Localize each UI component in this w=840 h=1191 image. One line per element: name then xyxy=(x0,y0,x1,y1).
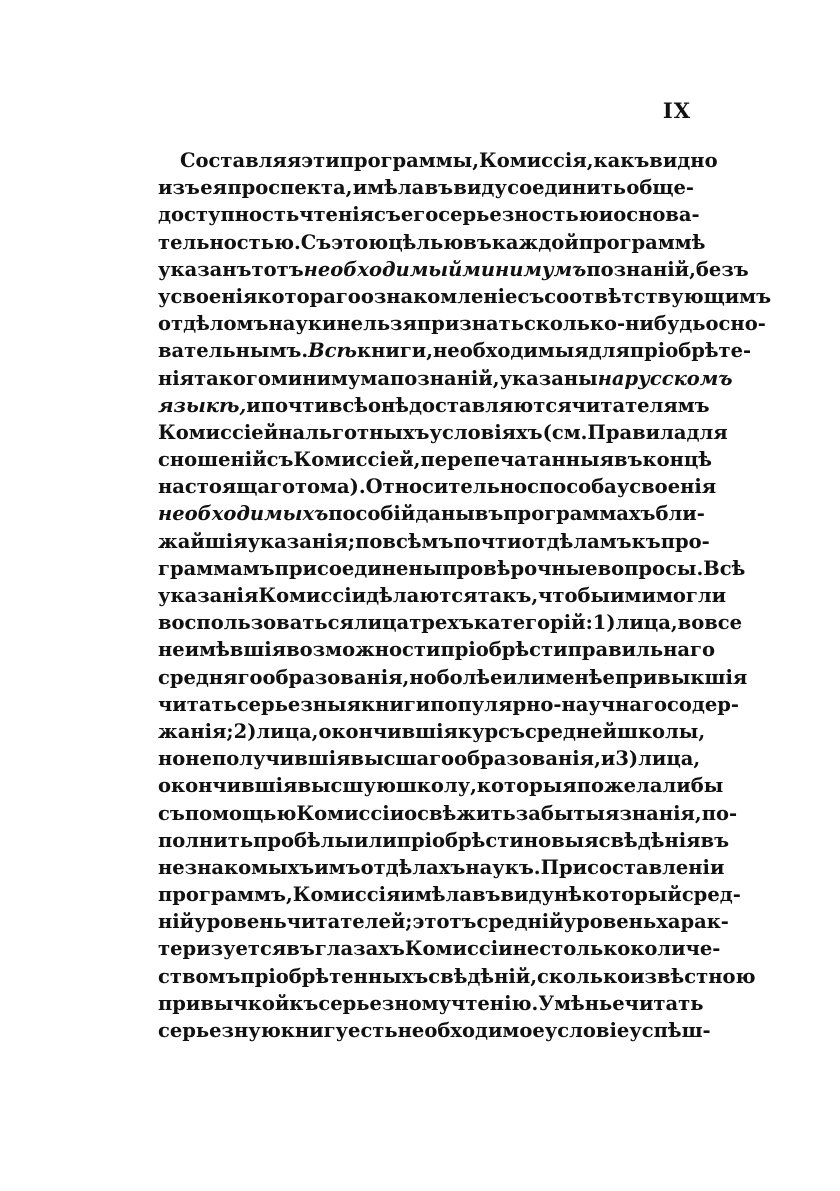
text-line xyxy=(158,337,752,364)
word: программѣ xyxy=(578,230,706,254)
word: читателямъ xyxy=(571,393,710,417)
text-line xyxy=(158,854,725,881)
text-line xyxy=(158,174,694,201)
word: теризуется xyxy=(158,937,287,961)
body-text xyxy=(158,147,772,1044)
word: серьезную xyxy=(158,1019,281,1042)
text-line xyxy=(158,963,756,990)
word: пріобрѣсти xyxy=(396,828,524,852)
text-line xyxy=(158,935,721,962)
word: въ xyxy=(614,448,643,472)
text-line xyxy=(158,147,718,174)
word: присоединены xyxy=(274,556,443,580)
word: Комиссія, xyxy=(479,149,594,172)
word: съ xyxy=(158,801,185,825)
word: глазахъ xyxy=(314,937,405,961)
word: окончившія xyxy=(318,719,458,743)
text-line xyxy=(158,990,704,1017)
word: курсъ xyxy=(457,719,525,743)
word: и xyxy=(600,747,616,771)
word: по- xyxy=(701,801,738,825)
text-line xyxy=(158,392,710,419)
text-line xyxy=(158,691,739,718)
word: въ xyxy=(424,176,454,200)
word: свѣдѣнія xyxy=(598,828,701,852)
word: пожелали xyxy=(576,774,691,798)
word: средній xyxy=(476,910,564,934)
word: познаній, xyxy=(586,257,696,281)
word: указанія; xyxy=(247,529,356,553)
word: Всѣ xyxy=(703,556,746,580)
text-line xyxy=(158,582,727,609)
text-line xyxy=(158,419,728,446)
word: науки xyxy=(268,312,337,336)
word: свѣдѣній, xyxy=(428,964,538,988)
word: незнакомыхъ xyxy=(158,855,315,879)
word: познаній, xyxy=(390,366,500,390)
word: доступность xyxy=(158,203,300,227)
word: забытыя xyxy=(515,801,620,825)
word: Умѣнье xyxy=(538,991,625,1015)
word: ознакомленіе xyxy=(360,284,518,308)
text-line xyxy=(158,636,715,663)
word: всѣ xyxy=(328,393,368,417)
word: 2) xyxy=(233,719,257,743)
word: 3) xyxy=(615,747,639,771)
word: условіе xyxy=(544,1019,630,1042)
word: знанія, xyxy=(619,801,702,825)
word: къ xyxy=(289,991,319,1015)
word: эти xyxy=(301,149,340,172)
word: лица xyxy=(353,611,410,635)
word: обще- xyxy=(626,176,694,200)
word: Комиссіи xyxy=(404,937,513,961)
word: Комиссіей, xyxy=(293,448,421,472)
word: даны xyxy=(415,502,475,526)
italic-word: русскомъ xyxy=(624,366,733,390)
word: вовсе xyxy=(677,611,743,635)
italic-word: Всѣ xyxy=(308,339,357,363)
word: перепечатанныя xyxy=(420,448,615,472)
word: отдѣламъ xyxy=(521,529,632,553)
word: сколько xyxy=(537,964,631,988)
word: всѣмъ xyxy=(382,529,454,553)
word: серьезныя xyxy=(236,692,362,716)
word: лица, xyxy=(615,611,678,635)
text-line xyxy=(158,473,717,500)
word: изъ xyxy=(158,176,200,200)
word: При xyxy=(540,855,588,879)
word: жайшія xyxy=(158,529,248,553)
word: средней xyxy=(524,719,617,743)
text-line xyxy=(158,881,741,908)
word: къ xyxy=(631,529,661,553)
word: такъ, xyxy=(477,584,539,607)
word: менѣе xyxy=(545,665,615,689)
word: съ xyxy=(266,448,294,472)
word: соотвѣтствующимъ xyxy=(544,284,772,308)
word: нія xyxy=(158,366,195,390)
word: (см. xyxy=(542,420,588,444)
italic-word: на xyxy=(597,366,625,390)
word: читать xyxy=(624,991,704,1015)
word: харак- xyxy=(656,910,729,934)
word: почти xyxy=(260,393,329,417)
word: безъ xyxy=(695,257,749,281)
word: наукъ. xyxy=(465,855,541,879)
word: получившія xyxy=(211,747,351,771)
word: минимума xyxy=(270,366,390,390)
word: на xyxy=(278,420,306,444)
word: указаны xyxy=(499,366,598,390)
word: лица, xyxy=(256,719,319,743)
text-line xyxy=(158,908,729,935)
word: тельностью. xyxy=(158,230,301,254)
word: ній xyxy=(158,910,195,934)
word: граммамъ xyxy=(158,556,275,580)
text-line xyxy=(158,800,738,827)
word: этою xyxy=(331,230,389,254)
word: въ xyxy=(700,828,730,852)
word: дѣлаются xyxy=(366,584,478,607)
word: концѣ xyxy=(642,448,713,472)
word: окончившія xyxy=(158,774,298,798)
italic-word: языкѣ, xyxy=(158,393,247,417)
word: бы xyxy=(690,774,724,798)
word: или xyxy=(354,828,397,852)
word: высшаго xyxy=(350,747,455,771)
word: помощью xyxy=(184,801,297,825)
word: почти xyxy=(453,529,522,553)
word: его xyxy=(400,203,439,227)
word: имъ xyxy=(314,855,361,879)
word: въ xyxy=(471,883,501,907)
word: необходимыя xyxy=(433,339,589,363)
word: школы, xyxy=(617,719,706,743)
word: пріобрѣсти xyxy=(440,638,568,662)
text-line xyxy=(158,310,766,337)
word: настоящаго xyxy=(158,475,295,499)
word: правильнаго xyxy=(567,638,715,662)
word: сред- xyxy=(681,883,741,907)
word: такого xyxy=(194,366,271,390)
word: пріобрѣте- xyxy=(629,339,752,363)
word: и xyxy=(246,393,261,417)
word: съ xyxy=(517,284,545,308)
word: Составляя xyxy=(180,149,302,172)
word: имѣвшія xyxy=(184,638,287,662)
word: но xyxy=(409,665,437,689)
word: Комиссіи xyxy=(296,801,405,825)
word: количе- xyxy=(630,937,721,961)
word: основа- xyxy=(613,203,700,227)
word: признать xyxy=(416,312,524,336)
word: содер- xyxy=(666,692,739,716)
word: чтенію. xyxy=(451,991,539,1015)
word: образованія, xyxy=(454,747,601,771)
text-line xyxy=(158,446,713,473)
word: книги xyxy=(361,692,431,716)
text-line xyxy=(158,283,772,310)
word: образованія, xyxy=(262,665,410,689)
word: полнить xyxy=(158,828,254,852)
word: для xyxy=(588,339,630,363)
word: сношеній xyxy=(158,448,267,472)
text-line xyxy=(158,500,705,527)
word: имѣла xyxy=(352,176,425,200)
word: читать xyxy=(158,692,237,716)
word: ствомъ xyxy=(158,964,241,988)
word: бли- xyxy=(655,502,705,526)
word: но xyxy=(158,747,186,771)
word: осно- xyxy=(705,312,766,336)
word: проспекта, xyxy=(227,176,353,200)
word: въ xyxy=(286,937,315,961)
text-line xyxy=(158,827,730,854)
word: доставляются xyxy=(408,393,572,417)
text-line xyxy=(158,745,701,772)
italic-word: минимумъ xyxy=(462,257,587,281)
word: воспользоваться xyxy=(158,611,354,635)
word: уровень xyxy=(194,910,287,934)
word: освѣжить xyxy=(404,801,516,825)
word: ея xyxy=(200,176,228,200)
word: Комиссіей xyxy=(158,420,279,444)
word: программы, xyxy=(339,149,480,172)
word: книгу xyxy=(280,1019,349,1042)
text-line xyxy=(158,201,700,228)
word: каждой xyxy=(491,230,579,254)
word: высшую xyxy=(297,774,396,798)
word: пріобрѣтенныхъ xyxy=(240,964,429,988)
word: есть xyxy=(348,1019,398,1042)
word: Комиссіи xyxy=(258,584,367,607)
word: лица, xyxy=(638,747,701,771)
word: тома). xyxy=(294,475,366,499)
word: новыя xyxy=(523,828,599,852)
word: успѣш- xyxy=(629,1019,711,1042)
word: соединить xyxy=(507,176,627,200)
word: книги, xyxy=(357,339,434,363)
text-line xyxy=(158,555,746,582)
word: средняго xyxy=(158,665,263,689)
text-line xyxy=(158,528,710,555)
word: усвоенія xyxy=(158,284,258,308)
word: тотъ xyxy=(251,257,304,281)
word: способа xyxy=(527,475,617,499)
word: чтобы xyxy=(538,584,611,607)
word: видно xyxy=(649,149,718,172)
text-line xyxy=(158,609,743,636)
text-line xyxy=(158,229,706,256)
word: указанія xyxy=(158,584,259,607)
word: про- xyxy=(660,529,710,553)
word: 1) xyxy=(592,611,616,635)
word: для xyxy=(686,420,728,444)
italic-word: необходимый xyxy=(303,257,463,281)
word: пробѣлы xyxy=(253,828,355,852)
word: въ xyxy=(474,502,504,526)
word: котораго xyxy=(257,284,361,308)
word: Относительно xyxy=(365,475,528,499)
word: провѣрочные xyxy=(442,556,598,580)
text-line xyxy=(158,772,724,799)
word: не xyxy=(512,937,540,961)
word: категорій: xyxy=(473,611,593,635)
word: сколько-нибудь xyxy=(523,312,706,336)
word: которыя xyxy=(476,774,577,798)
word: отдѣломъ xyxy=(158,312,269,336)
word: имѣла xyxy=(400,883,472,907)
page-number: IX xyxy=(662,98,691,123)
word: усвоенія xyxy=(616,475,717,499)
text-line xyxy=(158,256,749,283)
word: серьезностью xyxy=(438,203,599,227)
word: не xyxy=(185,747,212,771)
word: отдѣлахъ xyxy=(360,855,466,879)
word: Съ xyxy=(300,230,332,254)
word: жанія; xyxy=(158,719,234,743)
word: популярно-научнаго xyxy=(430,692,667,716)
word: привычкой xyxy=(158,991,290,1015)
word: онѣ xyxy=(367,393,409,417)
word: этотъ xyxy=(412,910,477,934)
word: условіяхъ xyxy=(429,420,543,444)
word: указанъ xyxy=(158,257,252,281)
word: программъ, xyxy=(158,883,293,907)
word: пособій xyxy=(328,502,416,526)
word: столько xyxy=(539,937,631,961)
word: Комиссія xyxy=(292,883,401,907)
word: съ xyxy=(374,203,401,227)
word: программахъ xyxy=(503,502,656,526)
text-line xyxy=(158,664,748,691)
word: вопросы. xyxy=(597,556,704,580)
word: могли xyxy=(655,584,727,607)
word: нельзя xyxy=(336,312,417,336)
word: чтенія xyxy=(299,203,375,227)
word: какъ xyxy=(593,149,650,172)
word: цѣлью xyxy=(388,230,464,254)
word: по xyxy=(355,529,383,553)
italic-word: необходимыхъ xyxy=(158,502,329,526)
word: льготныхъ xyxy=(305,420,430,444)
word: вательнымъ. xyxy=(158,339,309,363)
word: извѣстною xyxy=(630,964,756,988)
word: виду xyxy=(500,883,554,907)
word: уровень xyxy=(563,910,657,934)
text-line xyxy=(158,365,733,392)
word: и xyxy=(598,203,614,227)
word: трехъ xyxy=(409,611,474,635)
word: серьезному xyxy=(318,991,452,1015)
word: нѣкоторый xyxy=(554,883,682,907)
text-line xyxy=(158,1017,711,1044)
word: Правила xyxy=(587,420,687,444)
word: возможности xyxy=(286,638,441,662)
word: виду xyxy=(453,176,507,200)
word: необходимое xyxy=(397,1019,545,1042)
word: читателей; xyxy=(286,910,413,934)
word: ими xyxy=(610,584,656,607)
word: не xyxy=(158,638,185,662)
text-line xyxy=(158,718,706,745)
word: составленіи xyxy=(587,855,725,879)
word: привыкшія xyxy=(614,665,748,689)
word: въ xyxy=(463,230,492,254)
word: болѣе xyxy=(436,665,503,689)
word: или xyxy=(502,665,546,689)
word: школу, xyxy=(395,774,477,798)
